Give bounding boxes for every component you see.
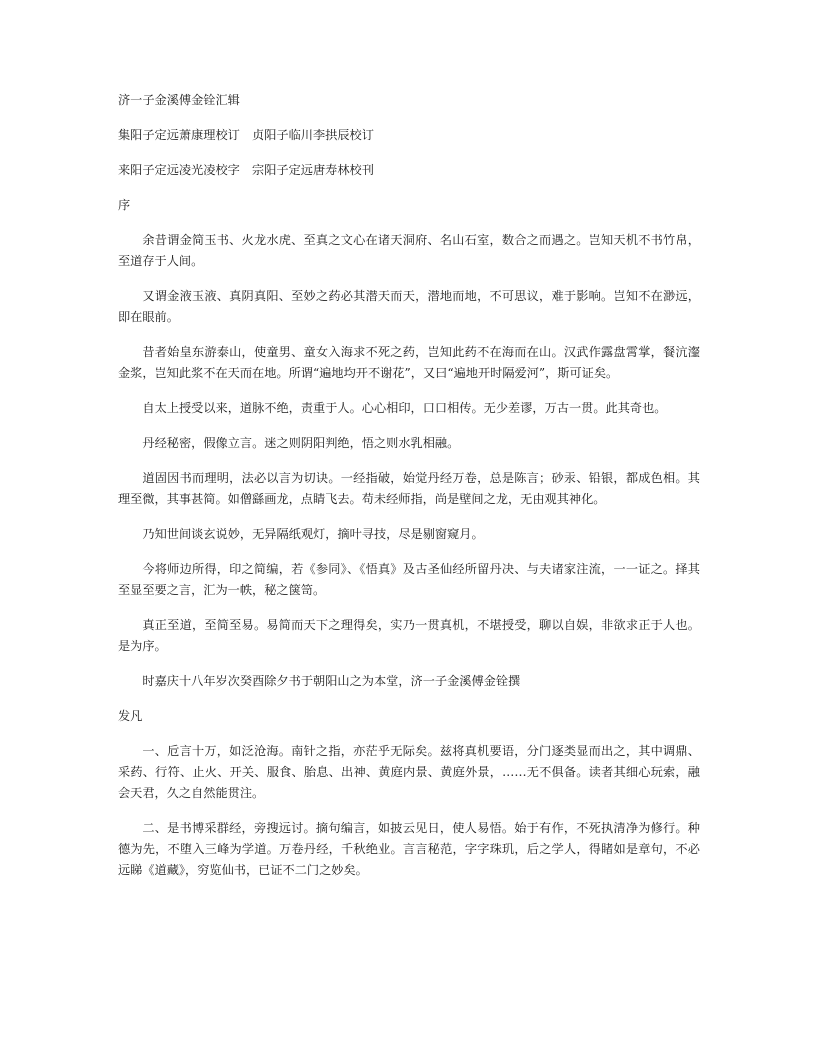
section-heading-fanli: 发凡	[118, 709, 143, 723]
paragraph: 又谓金液玉液、真阴真阳、至妙之药必其潜天而天，潜地而地，不可思议，难于影响。岂知不在渺远，即在眼前。	[118, 289, 700, 324]
paragraph: 昔者始皇东游泰山，使童男、童女入海求不死之药，岂知此药不在海而在山。汉武作露盘霄掌，餐沆瀣金浆，岂知此浆不在天而在地。所谓“遍地均开不谢花”，又曰“遍地开时隔爱河”，斯可证矣。	[118, 345, 700, 380]
paragraph: 余昔谓金简玉书、火龙水虎、至真之文心在诸天洞府、名山石室，数合之而遇之。岂知天机不书竹帛，至道存于人间。	[118, 233, 700, 268]
attribution-line-2: 来阳子定远凌光凌校字 宗阳子定远唐寿林校刊	[118, 163, 374, 177]
paragraph-colophon: 时嘉庆十八年岁次癸酉除夕书于朝阳山之为本堂，济一子金溪傅金铨撰	[142, 674, 521, 688]
paragraph: 二、是书博采群经，旁搜远讨。摘句编言，如披云见日，使人易悟。始于有作，不死执清净为修行。种德为先，不堕入三峰为学道。万卷丹经，千秋绝业。言言秘范，字字珠玑，后之学人，得睹如是章句，不必远睇《道藏》，穷览仙书，已证不二门之妙矣。	[118, 821, 700, 877]
paragraph: 丹经秘密，假像立言。迷之则阴阳判绝，悟之则水乳相融。	[142, 436, 460, 450]
paragraph: 今将师边所得，印之简编，若《参同》、《悟真》及古圣仙经所留丹决、与夫诸家注流，一一证之。择其至显至要之言，汇为一帙，秘之箧笥。	[118, 562, 700, 597]
document-title: 济一子金溪傅金铨汇辑	[118, 93, 240, 107]
section-heading-preface: 序	[118, 198, 131, 212]
paragraph: 乃知世间谈玄说妙，无异隔纸观灯，摘叶寻技，尽是剔窗窥月。	[142, 527, 484, 541]
attribution-line-1: 集阳子定远萧康理校订 贞阳子临川李拱辰校订	[118, 128, 374, 142]
paragraph: 一、卮言十万，如泛沧海。南针之指，亦茫乎无际矣。兹将真机要语，分门逐类显而出之，其中调鼎、采药、行符、止火、开关、服食、胎息、出神、黄庭内景、黄庭外景，……无不俱备。读者其细心玩索，融会天君，久之自然能贯注。	[118, 744, 700, 800]
paragraph: 道固因书而理明，法必以言为切诀。一经指破，始觉丹经万卷，总是陈言；砂汞、铅银，都成色相。其理至微，其事甚简。如僧繇画龙，点睛飞去。苟未经师指，尚是壁间之龙，无由观其神化。	[118, 471, 700, 506]
paragraph: 真正至道，至简至易。易简而天下之理得矣，实乃一贯真机，不堪授受，聊以自娱，非欲求正于人也。是为序。	[118, 618, 700, 653]
paragraph: 自太上授受以来，道脉不绝，责重于人。心心相印，口口相传。无少差谬，万古一贯。此其奇也。	[142, 401, 667, 415]
